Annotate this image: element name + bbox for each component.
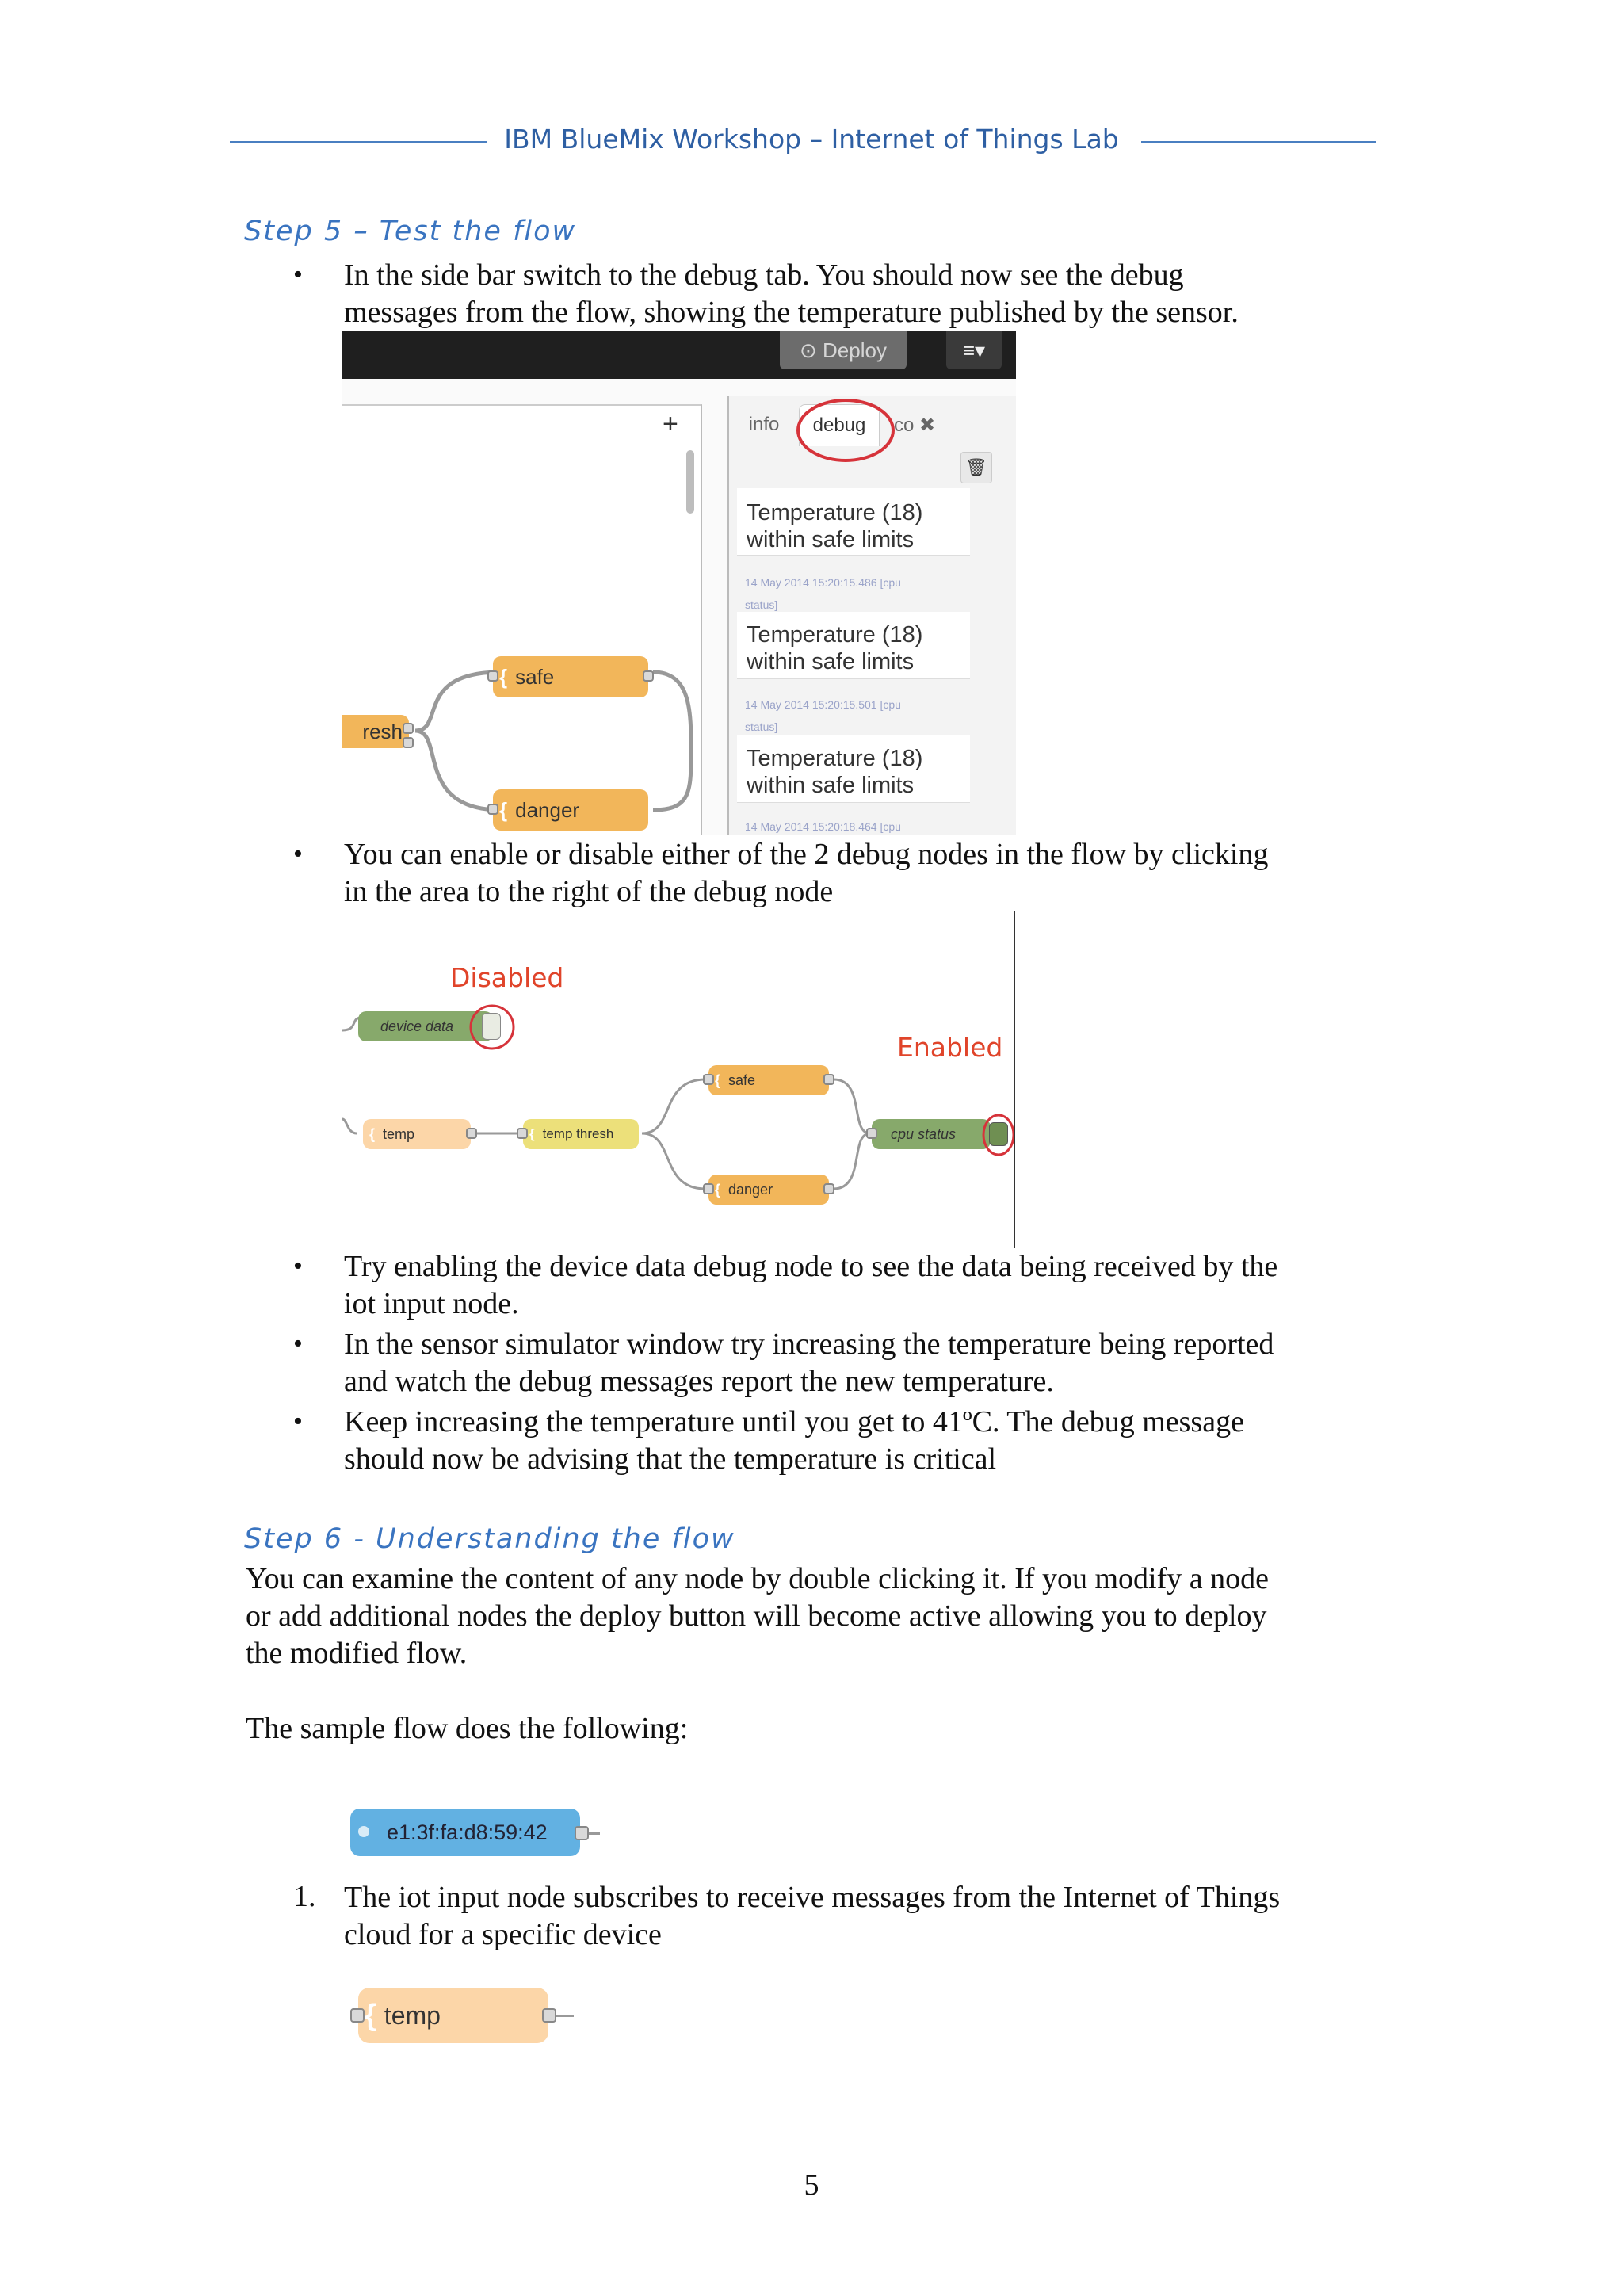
bullet-icon: • bbox=[293, 1329, 303, 1358]
node-port[interactable] bbox=[643, 670, 654, 682]
bullet-1-line-1: In the side bar switch to the debug tab. You should now see the debug bbox=[344, 258, 1184, 292]
flow-wires bbox=[342, 911, 1016, 1244]
debug-message-text: Temperature (18) bbox=[747, 746, 923, 771]
step6-paragraph-2: The sample flow does the following: bbox=[246, 1712, 689, 1745]
enabled-label: Enabled bbox=[897, 1032, 1003, 1063]
disabled-highlight-circle bbox=[468, 1003, 517, 1051]
debug-message-meta: 14 May 2014 15:20:18.464 [cpu bbox=[745, 820, 901, 833]
node-port[interactable] bbox=[866, 1128, 877, 1139]
tab-debug[interactable]: debug bbox=[799, 404, 880, 446]
node-port[interactable] bbox=[466, 1128, 477, 1139]
debug-message-meta: 14 May 2014 15:20:15.501 [cpu bbox=[745, 698, 901, 711]
step6-heading: Step 6 - Understanding the flow bbox=[244, 1523, 735, 1555]
menu-button[interactable]: ≡▾ bbox=[946, 331, 1002, 369]
header-title: IBM BlueMix Workshop – Internet of Things Lab bbox=[487, 124, 1136, 155]
bullet-icon: • bbox=[293, 1251, 303, 1281]
iot-node-status-icon bbox=[358, 1826, 369, 1837]
node-port bbox=[575, 1826, 589, 1840]
deploy-button[interactable]: ⊙ Deploy bbox=[780, 331, 907, 369]
node-port bbox=[350, 2008, 365, 2023]
bullet-2-line-2: in the area to the right of the debug node bbox=[344, 875, 834, 908]
node-wire-stub bbox=[589, 1832, 600, 1835]
node-port[interactable] bbox=[703, 1183, 714, 1194]
bullet-icon: • bbox=[293, 839, 303, 869]
page-header bbox=[0, 124, 1623, 155]
node-port[interactable] bbox=[403, 737, 414, 748]
flow-node-cpu-status[interactable]: cpu status bbox=[872, 1119, 991, 1149]
item-1-line-2: cloud for a specific device bbox=[344, 1918, 662, 1951]
enabled-highlight-circle bbox=[981, 1113, 1016, 1157]
bullet-icon: • bbox=[293, 260, 303, 289]
node-port[interactable] bbox=[403, 723, 414, 734]
debug-message-text: Temperature (18) bbox=[747, 500, 923, 525]
add-tab-icon[interactable]: + bbox=[663, 409, 678, 439]
trash-icon[interactable]: 🗑 bbox=[960, 452, 992, 483]
debug-toggle-screenshot bbox=[342, 911, 1016, 1244]
debug-message-text: Temperature (18) bbox=[747, 622, 923, 648]
debug-message-meta: 14 May 2014 15:20:15.486 [cpu bbox=[745, 576, 901, 589]
bullet-3-line-1: Try enabling the device data debug node to see the data being received by the bbox=[344, 1250, 1278, 1283]
debug-message-text: within safe limits bbox=[747, 773, 915, 798]
node-port[interactable] bbox=[823, 1074, 834, 1085]
bullet-3-line-2: iot input node. bbox=[344, 1287, 519, 1320]
flow-node-temp-thresh[interactable]: { temp thresh bbox=[523, 1119, 639, 1149]
step5-heading: Step 5 – Test the flow bbox=[244, 216, 577, 247]
page-number: 5 bbox=[804, 2168, 819, 2202]
temp-function-node: { temp bbox=[358, 1988, 548, 2043]
bullet-2-line-1: You can enable or disable either of the 2 debug nodes in the flow by clicking bbox=[344, 838, 1269, 871]
node-port[interactable] bbox=[487, 670, 498, 682]
debug-message-meta: status] bbox=[745, 598, 778, 611]
step6-paragraph-line-3: the modified flow. bbox=[246, 1637, 468, 1670]
node-port[interactable] bbox=[517, 1128, 528, 1139]
bullet-4-line-1: In the sensor simulator window try increasing the temperature being reported bbox=[344, 1328, 1274, 1361]
list-number-1: 1. bbox=[293, 1880, 316, 1913]
step6-paragraph-line-1: You can examine the content of any node by double clicking it. If you modify a node bbox=[246, 1562, 1269, 1595]
tab-config[interactable]: co ✖ bbox=[893, 414, 936, 436]
disabled-label: Disabled bbox=[450, 962, 564, 993]
debug-message-text: within safe limits bbox=[747, 649, 915, 674]
flow-node-device-data[interactable]: device data bbox=[358, 1011, 493, 1041]
flow-node-safe[interactable]: { safe bbox=[708, 1065, 829, 1095]
flow-node-thresh[interactable]: resh bbox=[342, 715, 409, 748]
node-wire-stub bbox=[556, 2015, 574, 2017]
flow-wires bbox=[342, 331, 727, 835]
debug-sidebar-screenshot bbox=[342, 331, 1016, 835]
tab-info[interactable]: info bbox=[748, 414, 780, 435]
debug-tab-highlight-circle bbox=[794, 396, 897, 464]
debug-message-text: within safe limits bbox=[747, 527, 915, 552]
bullet-1-line-2: messages from the flow, showing the temperature published by the sensor. bbox=[344, 296, 1239, 329]
bullet-4-line-2: and watch the debug messages report the new temperature. bbox=[344, 1365, 1054, 1398]
item-1-line-1: The iot input node subscribes to receive messages from the Internet of Things bbox=[344, 1881, 1281, 1914]
node-port[interactable] bbox=[823, 1183, 834, 1194]
iot-input-node: e1:3f:fa:d8:59:42 bbox=[350, 1809, 580, 1856]
bullet-icon: • bbox=[293, 1407, 303, 1436]
bullet-5-line-1: Keep increasing the temperature until you get to 41ºC. The debug message bbox=[344, 1405, 1244, 1438]
flow-node-danger[interactable]: { danger bbox=[493, 789, 648, 831]
flow-node-safe[interactable]: { safe bbox=[493, 656, 648, 697]
flow-node-danger[interactable]: { danger bbox=[708, 1175, 829, 1205]
flow-node-temp[interactable]: { temp bbox=[363, 1119, 471, 1149]
node-port bbox=[542, 2008, 556, 2023]
debug-message-meta: status] bbox=[745, 720, 778, 733]
node-port[interactable] bbox=[703, 1074, 714, 1085]
step6-paragraph-line-2: or add additional nodes the deploy button will become active allowing you to deploy bbox=[246, 1599, 1267, 1633]
node-port[interactable] bbox=[487, 804, 498, 815]
bullet-5-line-2: should now be advising that the temperature is critical bbox=[344, 1442, 997, 1476]
screenshot-edge-line bbox=[1014, 911, 1015, 1248]
